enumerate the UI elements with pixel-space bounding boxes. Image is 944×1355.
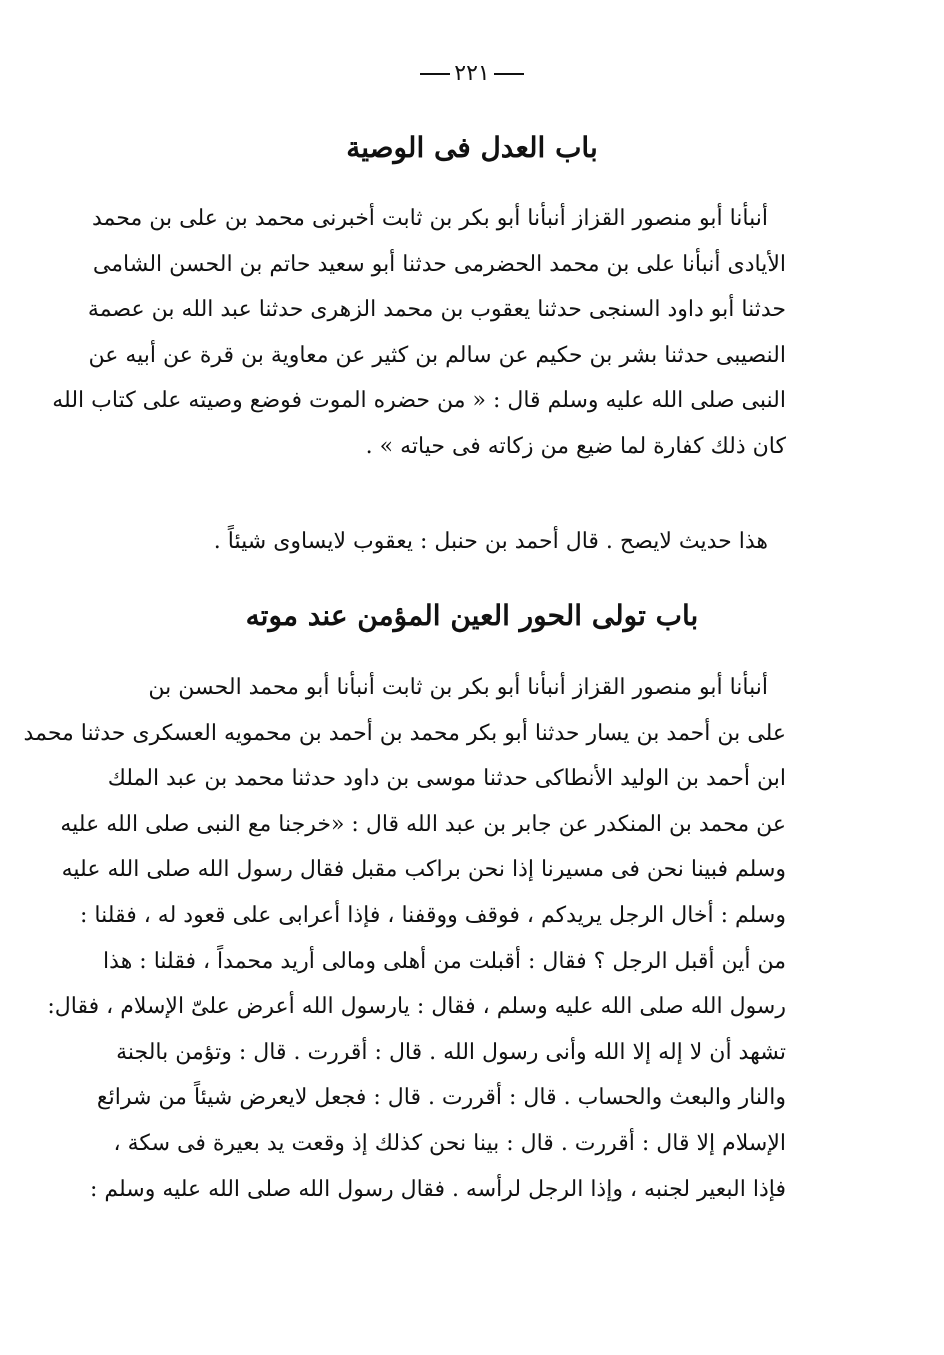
text-line: ابن أحمد بن الوليد الأنطاكى حدثنا موسى بن داود حدثنا محمد بن عبد الملك <box>107 766 786 792</box>
page-number-text: ٢٢١ <box>454 61 490 86</box>
text-line: والنار والبعث والحساب . قال : أقررت . قال : فجعل لايعرض شيئاً من شرائع <box>96 1085 786 1111</box>
paragraph <box>23 665 786 1212</box>
text-line: النبى صلى الله عليه وسلم قال : « من حضره الموت فوضع وصيته على كتاب الله <box>52 388 786 414</box>
text-line: رسول الله صلى الله عليه وسلم ، فقال : يارسول الله أعرض علىّ الإسلام ، فقال: <box>47 994 786 1020</box>
text-line: وسلم فبينا نحن فى مسيرنا إذا نحن براكب مقبل فقال رسول الله صلى الله عليه <box>61 857 786 883</box>
note-text: هذا حديث لايصح . قال أحمد بن حنبل : يعقوب لايساوى شيئاً . <box>213 529 768 554</box>
text-line: أنبأنا أبو منصور القزاز أنبأنا أبو بكر بن ثابت أخبرنى محمد بن على بن محمد <box>92 206 768 231</box>
section-heading: باب تولى الحور العين المؤمن عند موته <box>245 599 699 632</box>
text-line: حدثنا أبو داود السنجى حدثنا يعقوب بن محمد الزهرى حدثنا عبد الله بن عصمة <box>87 297 786 323</box>
text-line: وسلم : أخال الرجل يريدكم ، فوقف ووقفنا ، فإذا أعرابى على قعود له ، فقلنا : <box>80 902 786 928</box>
text-line: الأيادى أنبأنا على بن محمد الحضرمى حدثنا أبو سعيد حاتم بن الحسن الشامى <box>92 251 786 277</box>
text-line: عن محمد بن المنكدر عن جابر بن عبد الله قال : «خرجنا مع النبى صلى الله عليه <box>60 811 786 837</box>
page-number-dash-right <box>494 73 524 75</box>
paragraph <box>52 196 786 470</box>
text-line: أنبأنا أبو منصور القزاز أنبأنا أبو بكر بن ثابت أنبأنا أبو محمد الحسن بن <box>148 675 768 700</box>
hadith-note <box>170 525 786 559</box>
text-line: النصيبى حدثنا بشر بن حكيم عن سالم بن كثير عن معاوية بن قرة عن أبيه عن <box>88 342 786 368</box>
text-line: على بن أحمد بن يسار حدثنا أبو بكر محمد بن أحمد بن محمويه العسكرى حدثنا محمد <box>23 720 786 746</box>
section-heading: باب العدل فى الوصية <box>346 131 598 164</box>
page-number-dash-left <box>420 73 450 75</box>
text-line: فإذا البعير لجنبه ، وإذا الرجل لرأسه . فقال رسول الله صلى الله عليه وسلم : <box>89 1176 786 1202</box>
text-line: تشهد أن لا إله إلا الله وأنى رسول الله . قال : أقررت . قال : وتؤمن بالجنة <box>116 1039 786 1065</box>
text-line: من أين أقبل الرجل ؟ فقال : أقبلت من أهلى ومالى أريد محمداً ، فقلنا : هذا <box>103 948 786 974</box>
text-line: الإسلام إلا قال : أقررت . قال : بينا نحن كذلك إذ وقعت يد بعيرة فى سكة ، <box>113 1130 786 1156</box>
page-number <box>0 60 944 88</box>
text-line: كان ذلك كفارة لما ضيع من زكاته فى حياته » . <box>365 433 786 459</box>
